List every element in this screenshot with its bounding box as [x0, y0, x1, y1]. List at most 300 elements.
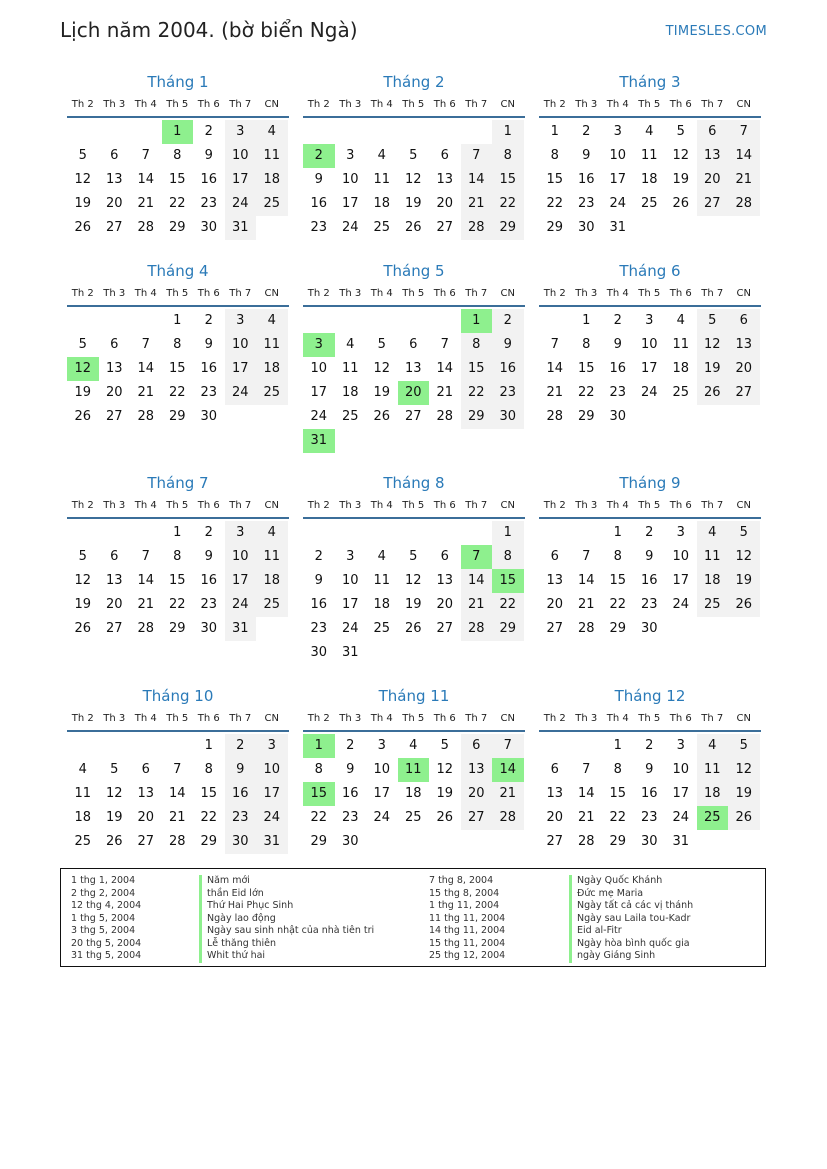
- day-cell: 26: [373, 409, 391, 424]
- day-cell: 18: [256, 569, 288, 593]
- day-cell: 8: [550, 148, 559, 163]
- weekday-label: Th 3: [103, 288, 126, 299]
- day-cell: 5: [409, 549, 418, 564]
- holiday-day-cell: 31: [303, 429, 335, 453]
- brand-link[interactable]: TIMESLES.COM: [665, 24, 767, 39]
- day-cell: 6: [697, 120, 729, 144]
- day-cell: 7: [141, 337, 150, 352]
- weekday-label: Th 5: [402, 500, 425, 511]
- day-cell: 10: [609, 148, 627, 163]
- holiday-day-cell: 25: [697, 806, 729, 830]
- day-cell: 22: [461, 381, 493, 405]
- day-cell: 30: [200, 220, 218, 235]
- weekday-label: Th 7: [229, 288, 252, 299]
- day-cell: 6: [141, 762, 150, 777]
- day-cell: 17: [373, 786, 391, 801]
- day-cell: 9: [314, 172, 323, 187]
- holiday-day-cell: 3: [303, 333, 335, 357]
- day-cell: 11: [256, 144, 288, 168]
- day-cell: 2: [582, 124, 591, 139]
- day-cell: 3: [676, 525, 685, 540]
- weekday-label: Th 7: [229, 500, 252, 511]
- empty-cell: [130, 120, 162, 144]
- day-cell: 18: [697, 569, 729, 593]
- weekday-header: [539, 94, 761, 118]
- day-cell: 7: [173, 762, 182, 777]
- day-cell: 30: [492, 405, 524, 429]
- weekday-label: Th 4: [134, 99, 157, 110]
- day-cell: 19: [74, 385, 92, 400]
- day-grid: [539, 120, 761, 240]
- weekday-label: Th 6: [433, 713, 456, 724]
- day-cell: 29: [200, 834, 218, 849]
- legend-names-left: [199, 875, 374, 963]
- weekday-label: Th 2: [307, 288, 330, 299]
- empty-cell: [67, 309, 99, 333]
- day-cell: 11: [341, 361, 359, 376]
- day-grid: [67, 309, 289, 429]
- weekday-label: Th 3: [339, 713, 362, 724]
- day-cell: 14: [137, 573, 155, 588]
- month-8: [303, 473, 525, 665]
- weekday-label: CN: [500, 99, 515, 110]
- holiday-legend: [60, 868, 766, 967]
- day-cell: 20: [137, 810, 155, 825]
- day-cell: 18: [341, 385, 359, 400]
- day-cell: 18: [373, 597, 391, 612]
- weekday-label: Th 6: [197, 713, 220, 724]
- day-cell: 15: [461, 357, 493, 381]
- day-cell: 14: [577, 573, 595, 588]
- day-cell: 6: [550, 549, 559, 564]
- day-cell: 30: [640, 834, 658, 849]
- weekday-label: Th 7: [465, 99, 488, 110]
- day-cell: 24: [225, 593, 257, 617]
- weekday-label: Th 6: [197, 99, 220, 110]
- empty-cell: [571, 521, 603, 545]
- day-cell: 26: [74, 409, 92, 424]
- day-cell: 27: [105, 220, 123, 235]
- month-12: [539, 686, 761, 854]
- day-cell: 30: [225, 830, 257, 854]
- day-cell: 4: [256, 309, 288, 333]
- day-cell: 21: [577, 597, 595, 612]
- weekday-label: Th 3: [575, 500, 598, 511]
- weekday-label: CN: [500, 288, 515, 299]
- day-cell: 12: [697, 333, 729, 357]
- day-cell: 22: [168, 597, 186, 612]
- holiday-day-cell: 15: [492, 569, 524, 593]
- day-grid: [67, 521, 289, 641]
- day-cell: 30: [200, 409, 218, 424]
- day-cell: 9: [645, 549, 654, 564]
- weekday-label: Th 2: [307, 99, 330, 110]
- empty-cell: [335, 120, 367, 144]
- day-cell: 14: [577, 786, 595, 801]
- day-cell: 17: [225, 569, 257, 593]
- weekday-label: CN: [264, 713, 279, 724]
- day-cell: 16: [640, 573, 658, 588]
- day-cell: 25: [74, 834, 92, 849]
- day-cell: 6: [409, 337, 418, 352]
- day-cell: 9: [204, 549, 213, 564]
- day-cell: 17: [341, 196, 359, 211]
- day-cell: 29: [168, 409, 186, 424]
- empty-cell: [398, 521, 430, 545]
- day-cell: 17: [225, 168, 257, 192]
- day-grid: [303, 309, 525, 453]
- day-cell: 19: [728, 782, 760, 806]
- legend-holiday-name: thần Eid lớn: [199, 888, 374, 901]
- weekday-header: [303, 495, 525, 519]
- day-cell: 16: [577, 172, 595, 187]
- day-cell: 6: [440, 549, 449, 564]
- day-cell: 31: [225, 216, 257, 240]
- holiday-day-cell: 11: [398, 758, 430, 782]
- empty-cell: [539, 309, 571, 333]
- day-cell: 16: [640, 786, 658, 801]
- day-cell: 23: [609, 385, 627, 400]
- day-cell: 29: [492, 617, 524, 641]
- day-cell: 19: [436, 786, 454, 801]
- day-cell: 20: [697, 168, 729, 192]
- day-cell: 1: [613, 525, 622, 540]
- day-cell: 6: [728, 309, 760, 333]
- day-cell: 8: [314, 762, 323, 777]
- weekday-label: Th 3: [339, 500, 362, 511]
- day-cell: 6: [440, 148, 449, 163]
- day-cell: 28: [577, 834, 595, 849]
- legend-date: 14 thg 11, 2004: [429, 925, 506, 936]
- day-cell: 7: [728, 120, 760, 144]
- empty-cell: [366, 309, 398, 333]
- legend-names-right: [569, 875, 693, 963]
- legend-date: 2 thg 2, 2004: [71, 887, 136, 899]
- day-cell: 28: [461, 216, 493, 240]
- day-cell: 13: [461, 758, 493, 782]
- day-cell: 25: [256, 381, 288, 405]
- day-cell: 30: [200, 621, 218, 636]
- weekday-label: Th 2: [543, 713, 566, 724]
- weekday-label: Th 4: [134, 500, 157, 511]
- day-cell: 18: [640, 172, 658, 187]
- day-cell: 30: [609, 409, 627, 424]
- holiday-day-cell: 7: [461, 545, 493, 569]
- day-cell: 21: [728, 168, 760, 192]
- legend-holiday-name: Ngày sau sinh nhật của nhà tiên tri: [199, 925, 374, 938]
- legend-date: 25 thg 12, 2004: [429, 950, 506, 961]
- weekday-label: Th 5: [166, 713, 189, 724]
- day-cell: 10: [373, 762, 391, 777]
- day-cell: 21: [168, 810, 186, 825]
- day-cell: 28: [137, 621, 155, 636]
- day-cell: 26: [697, 381, 729, 405]
- legend-date: 20 thg 5, 2004: [71, 937, 142, 949]
- weekday-label: CN: [736, 99, 751, 110]
- weekday-label: Th 2: [71, 500, 94, 511]
- day-cell: 13: [436, 172, 454, 187]
- weekday-label: Th 3: [103, 99, 126, 110]
- month-title: Tháng 4: [147, 262, 209, 280]
- day-cell: 15: [609, 786, 627, 801]
- weekday-label: Th 2: [543, 288, 566, 299]
- day-cell: 27: [728, 381, 760, 405]
- day-cell: 29: [168, 220, 186, 235]
- day-cell: 15: [200, 786, 218, 801]
- weekday-label: Th 2: [307, 713, 330, 724]
- weekday-label: CN: [500, 500, 515, 511]
- day-cell: 25: [373, 220, 391, 235]
- day-cell: 26: [74, 621, 92, 636]
- empty-cell: [398, 120, 430, 144]
- day-cell: 29: [609, 621, 627, 636]
- weekday-label: Th 7: [229, 713, 252, 724]
- month-3: [539, 72, 761, 240]
- day-cell: 22: [168, 385, 186, 400]
- day-cell: 8: [613, 549, 622, 564]
- weekday-label: CN: [264, 500, 279, 511]
- month-1: [67, 72, 289, 240]
- empty-cell: [303, 309, 335, 333]
- day-cell: 14: [461, 569, 493, 593]
- weekday-label: Th 2: [71, 99, 94, 110]
- legend-date: 15 thg 11, 2004: [429, 937, 506, 949]
- day-cell: 22: [609, 810, 627, 825]
- day-cell: 13: [137, 786, 155, 801]
- day-cell: 19: [728, 569, 760, 593]
- day-cell: 12: [436, 762, 454, 777]
- day-cell: 26: [404, 621, 422, 636]
- day-cell: 21: [492, 782, 524, 806]
- day-cell: 25: [341, 409, 359, 424]
- legend-holiday-name: Ngày lao động: [199, 913, 374, 926]
- holiday-day-cell: 1: [461, 309, 493, 333]
- day-cell: 18: [404, 786, 422, 801]
- day-cell: 5: [676, 124, 685, 139]
- weekday-label: Th 4: [370, 500, 393, 511]
- day-cell: 23: [225, 806, 257, 830]
- day-grid: [303, 120, 525, 240]
- weekday-label: Th 5: [166, 500, 189, 511]
- legend-holiday-name: Ngày hòa bình quốc gia: [569, 938, 693, 951]
- empty-cell: [130, 309, 162, 333]
- weekday-label: Th 6: [433, 99, 456, 110]
- day-cell: 5: [697, 309, 729, 333]
- day-cell: 11: [697, 758, 729, 782]
- day-cell: 13: [697, 144, 729, 168]
- day-cell: 23: [200, 597, 218, 612]
- day-cell: 2: [225, 734, 257, 758]
- legend-date: 15 thg 8, 2004: [429, 887, 500, 899]
- legend-holiday-name: ngày Giáng Sinh: [569, 950, 693, 963]
- day-cell: 17: [640, 361, 658, 376]
- month-5: [303, 261, 525, 453]
- empty-cell: [99, 120, 131, 144]
- day-cell: 23: [200, 385, 218, 400]
- weekday-label: Th 5: [638, 99, 661, 110]
- day-cell: 2: [314, 549, 323, 564]
- day-cell: 6: [550, 762, 559, 777]
- day-cell: 25: [640, 196, 658, 211]
- day-cell: 13: [436, 573, 454, 588]
- day-cell: 16: [310, 597, 328, 612]
- day-cell: 5: [409, 148, 418, 163]
- day-cell: 20: [436, 196, 454, 211]
- day-cell: 3: [346, 148, 355, 163]
- day-cell: 9: [204, 337, 213, 352]
- day-cell: 30: [640, 621, 658, 636]
- day-cell: 22: [200, 810, 218, 825]
- day-cell: 15: [168, 172, 186, 187]
- day-cell: 23: [310, 621, 328, 636]
- day-cell: 17: [609, 172, 627, 187]
- day-cell: 8: [492, 545, 524, 569]
- day-cell: 24: [640, 385, 658, 400]
- day-cell: 3: [645, 313, 654, 328]
- day-cell: 18: [74, 810, 92, 825]
- empty-cell: [130, 521, 162, 545]
- day-cell: 9: [582, 148, 591, 163]
- empty-cell: [429, 309, 461, 333]
- empty-cell: [429, 120, 461, 144]
- day-cell: 13: [105, 573, 123, 588]
- day-cell: 16: [609, 361, 627, 376]
- weekday-header: [303, 708, 525, 732]
- weekday-label: Th 5: [402, 99, 425, 110]
- weekday-label: Th 7: [465, 713, 488, 724]
- weekday-header: [67, 94, 289, 118]
- legend-dates-right: [429, 875, 505, 963]
- day-cell: 1: [492, 521, 524, 545]
- weekday-label: Th 6: [433, 288, 456, 299]
- legend-dates-left: [71, 875, 141, 963]
- day-cell: 3: [256, 734, 288, 758]
- day-cell: 24: [225, 192, 257, 216]
- day-cell: 23: [577, 196, 595, 211]
- day-cell: 8: [613, 762, 622, 777]
- weekday-label: Th 6: [669, 713, 692, 724]
- weekday-label: Th 5: [166, 288, 189, 299]
- holiday-day-cell: 1: [162, 120, 194, 144]
- weekday-label: Th 4: [606, 500, 629, 511]
- day-cell: 19: [74, 196, 92, 211]
- day-cell: 26: [74, 220, 92, 235]
- legend-date: 1 thg 11, 2004: [429, 900, 500, 911]
- day-cell: 27: [697, 192, 729, 216]
- day-cell: 28: [546, 409, 564, 424]
- day-cell: 22: [609, 597, 627, 612]
- day-cell: 2: [346, 738, 355, 753]
- weekday-label: Th 7: [701, 500, 724, 511]
- day-cell: 28: [461, 617, 493, 641]
- day-cell: 7: [141, 549, 150, 564]
- page-title: Lịch năm 2004. (bờ biển Ngà): [60, 18, 358, 42]
- day-cell: 20: [546, 597, 564, 612]
- month-6: [539, 261, 761, 429]
- empty-cell: [461, 521, 493, 545]
- day-cell: 24: [341, 220, 359, 235]
- day-cell: 28: [492, 806, 524, 830]
- month-title: Tháng 12: [614, 687, 686, 705]
- empty-cell: [429, 521, 461, 545]
- day-cell: 21: [137, 597, 155, 612]
- day-cell: 7: [582, 549, 591, 564]
- weekday-label: CN: [736, 288, 751, 299]
- empty-cell: [366, 521, 398, 545]
- day-cell: 2: [204, 313, 213, 328]
- day-cell: 15: [168, 361, 186, 376]
- day-cell: 22: [492, 593, 524, 617]
- day-cell: 24: [256, 806, 288, 830]
- day-cell: 27: [436, 220, 454, 235]
- day-cell: 9: [645, 762, 654, 777]
- day-cell: 12: [404, 573, 422, 588]
- day-cell: 23: [640, 810, 658, 825]
- day-cell: 16: [200, 172, 218, 187]
- day-cell: 12: [74, 573, 92, 588]
- holiday-day-cell: 12: [67, 357, 99, 381]
- day-cell: 31: [225, 617, 257, 641]
- day-cell: 28: [436, 409, 454, 424]
- legend-date: 1 thg 1, 2004: [71, 875, 136, 886]
- weekday-label: Th 3: [103, 713, 126, 724]
- day-cell: 27: [404, 409, 422, 424]
- weekday-label: Th 6: [433, 500, 456, 511]
- day-cell: 7: [550, 337, 559, 352]
- day-cell: 4: [377, 148, 386, 163]
- weekday-label: Th 4: [134, 713, 157, 724]
- day-cell: 18: [672, 361, 690, 376]
- day-cell: 28: [728, 192, 760, 216]
- weekday-header: [303, 94, 525, 118]
- weekday-label: Th 3: [103, 500, 126, 511]
- day-cell: 3: [346, 549, 355, 564]
- holiday-day-cell: 15: [303, 782, 335, 806]
- weekday-label: Th 6: [669, 500, 692, 511]
- weekday-label: Th 3: [575, 99, 598, 110]
- day-cell: 23: [200, 196, 218, 211]
- day-cell: 22: [168, 196, 186, 211]
- legend-date: 3 thg 5, 2004: [71, 925, 136, 936]
- day-cell: 5: [440, 738, 449, 753]
- day-cell: 29: [577, 409, 595, 424]
- day-grid: [539, 521, 761, 641]
- day-cell: 26: [728, 806, 760, 830]
- day-cell: 19: [672, 172, 690, 187]
- day-cell: 7: [461, 144, 493, 168]
- weekday-label: Th 4: [606, 99, 629, 110]
- day-cell: 18: [697, 782, 729, 806]
- day-cell: 8: [204, 762, 213, 777]
- day-cell: 20: [546, 810, 564, 825]
- legend-holiday-name: Thứ Hai Phục Sinh: [199, 900, 374, 913]
- day-cell: 21: [436, 385, 454, 400]
- weekday-label: Th 5: [166, 99, 189, 110]
- day-cell: 29: [492, 216, 524, 240]
- day-cell: 3: [225, 120, 257, 144]
- day-cell: 9: [225, 758, 257, 782]
- day-cell: 10: [672, 549, 690, 564]
- day-cell: 25: [256, 593, 288, 617]
- day-cell: 27: [546, 834, 564, 849]
- day-cell: 27: [105, 409, 123, 424]
- day-cell: 13: [404, 361, 422, 376]
- day-cell: 3: [225, 309, 257, 333]
- empty-cell: [366, 120, 398, 144]
- day-cell: 22: [546, 196, 564, 211]
- day-cell: 23: [492, 381, 524, 405]
- empty-cell: [130, 734, 162, 758]
